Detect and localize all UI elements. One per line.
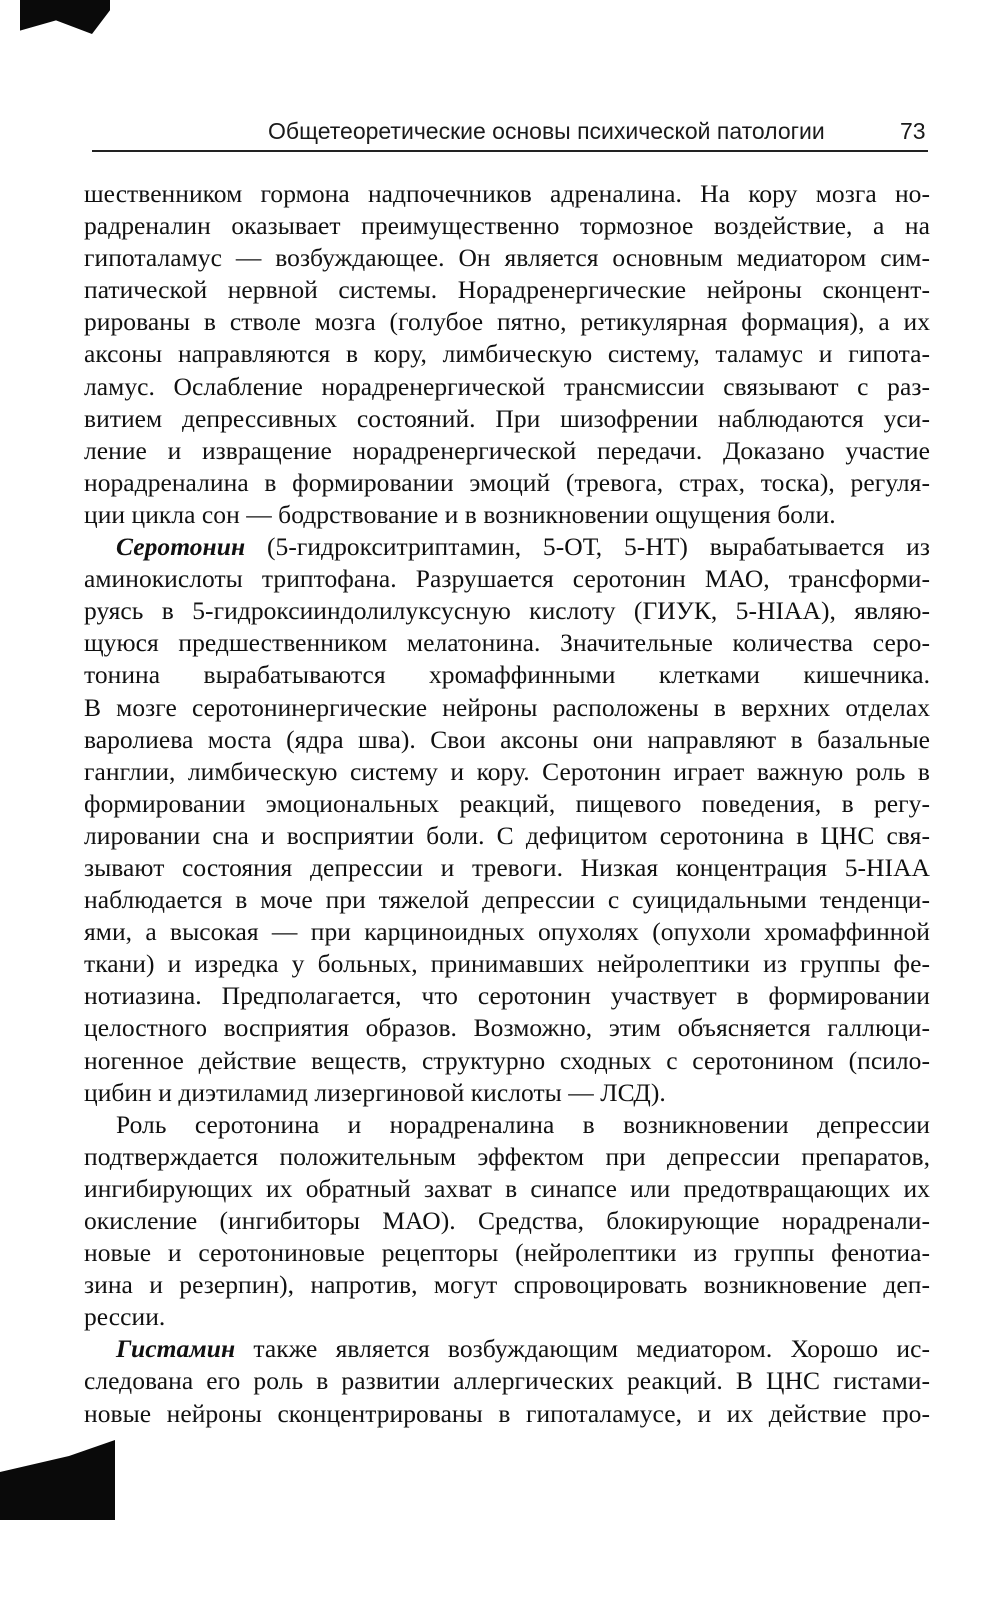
text-line: норадреналина в формировании эмоций (тревога, страх, тоска), регуля- bbox=[84, 467, 930, 497]
text-line: новые нейроны сконцентрированы в гипоталамусе, и их действие про- bbox=[84, 1398, 930, 1428]
text-line: следована его роль в развитии аллергических реакций. В ЦНС гистами- bbox=[84, 1366, 930, 1396]
text-line: новые и серотониновые рецепторы (нейролептики из группы фенотиа- bbox=[84, 1238, 930, 1268]
scan-smudge-bottom bbox=[0, 1440, 115, 1520]
text-line: варолиева моста (ядра шва). Свои аксоны они направляют в базальные bbox=[84, 724, 930, 754]
term-serotonin: Серотонин bbox=[116, 532, 246, 562]
text-line: рированы в стволе мозга (голубое пятно, ретикулярная формация), а их bbox=[84, 307, 930, 337]
text-line: витием депрессивных состояний. При шизофрении наблюдаются уси- bbox=[84, 403, 930, 433]
text-line: целостного восприятия образов. Возможно, этим объясняется галлюци- bbox=[84, 1013, 930, 1043]
text-line: ламус. Ослабление норадренергической трансмиссии связывают с раз- bbox=[84, 371, 930, 401]
running-title: Общетеоретические основы психической патологии bbox=[268, 118, 825, 144]
text-line: аксоны направляются в кору, лимбическую систему, таламус и гипота- bbox=[84, 339, 930, 369]
page-header bbox=[0, 118, 999, 158]
text-line: щуюся предшественником мелатонина. Значительные количества серо- bbox=[84, 628, 930, 658]
text-line: подтверждается положительным эффектом при депрессии препаратов, bbox=[84, 1141, 930, 1171]
text-line: нотиазина. Предполагается, что серотонин участвует в формировании bbox=[84, 981, 930, 1011]
text-line: ткани) и изредка у больных, принимавших нейролептики из группы фе- bbox=[84, 949, 930, 979]
text-line: В мозге серотонинергические нейроны расположены в верхних отделах bbox=[84, 692, 930, 722]
text-line: формировании эмоциональных реакций, пищевого поведения, в регу- bbox=[84, 788, 930, 818]
text-line: ями, а высокая — при карциноидных опухолях (опухоли хромаффинной bbox=[84, 917, 930, 947]
text-line: зывают состояния депрессии и тревоги. Низкая концентрация 5-HIAA bbox=[84, 852, 930, 882]
text-line: радреналин оказывает преимущественно тормозное воздействие, а на bbox=[84, 211, 930, 241]
term-histamine: Гистамин bbox=[116, 1334, 236, 1364]
text-line: цибин и диэтиламид лизергиновой кислоты — ЛСД). bbox=[84, 1077, 666, 1107]
text-line: ции цикла сон — бодрствование и в возникновении ощущения боли. bbox=[84, 499, 836, 529]
serotonin-paragraph-start bbox=[84, 531, 930, 563]
page-number: 73 bbox=[900, 118, 926, 144]
header-rule bbox=[92, 150, 928, 152]
text-line: ление и извращение норадренергической передачи. Доказано участие bbox=[84, 435, 930, 465]
text-line: шественником гормона надпочечников адреналина. На кору мозга но- bbox=[84, 179, 930, 208]
text-line: лировании сна и восприятии боли. С дефицитом серотонина в ЦНС свя- bbox=[84, 820, 930, 850]
text-line: ногенное действие веществ, структурно сходных с серотонином (псило- bbox=[84, 1045, 930, 1075]
text-line: аминокислоты триптофана. Разрушается серотонин МАО, трансформи- bbox=[84, 564, 930, 594]
text-line: ганглии, лимбическую систему и кору. Серотонин играет важную роль в bbox=[84, 756, 930, 786]
text-line: тонина вырабатываются хромаффинными клетками кишечника. bbox=[84, 660, 930, 690]
text-line: руясь в 5-гидроксииндолилуксусную кислоту (ГИУК, 5-HIAA), являю- bbox=[84, 596, 930, 626]
text-run: (5-гидрокситриптамин, 5-ОТ, 5-НТ) вырабатывается из bbox=[245, 532, 930, 562]
text-line: гипоталамус — возбуждающее. Он является основным медиатором сим- bbox=[84, 243, 930, 273]
scan-smudge-top bbox=[20, 0, 110, 34]
text-run: также является возбуждающим медиатором. Хорошо ис- bbox=[235, 1334, 930, 1364]
page-body bbox=[84, 178, 930, 1430]
text-line: рессии. bbox=[84, 1302, 166, 1332]
text-line: ингибирующих их обратный захват в синапсе или предотвращающих их bbox=[84, 1173, 930, 1203]
text-line: Роль серотонина и норадреналина в возникновении депрессии bbox=[116, 1109, 930, 1139]
histamine-paragraph-start bbox=[84, 1333, 930, 1365]
text-line: патической нервной системы. Норадренергические нейроны сконцент- bbox=[84, 275, 930, 305]
text-line: наблюдается в моче при тяжелой депрессии с суицидальными тенденци- bbox=[84, 885, 930, 915]
text-line: окисление (ингибиторы МАО). Средства, блокирующие норадренали- bbox=[84, 1206, 930, 1235]
text-line: зина и резерпин), напротив, могут спровоцировать возникновение деп- bbox=[84, 1270, 930, 1300]
